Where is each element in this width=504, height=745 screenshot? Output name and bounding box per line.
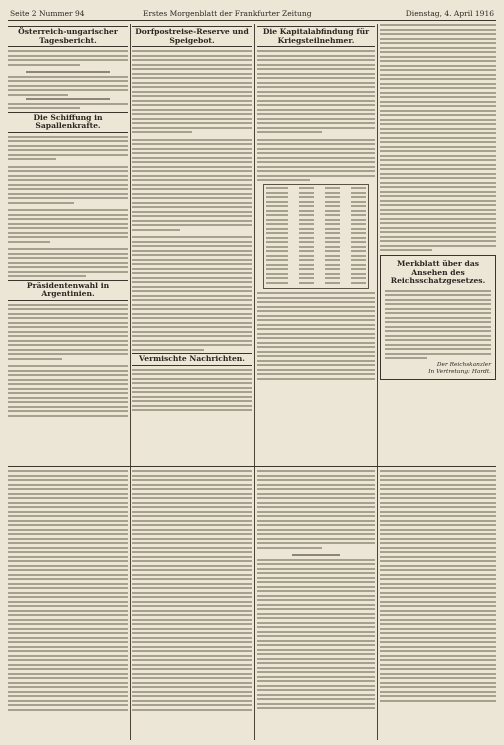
article-body — [132, 50, 252, 351]
newspaper-title: Erstes Morgenblatt der Frankfurter Zeitung — [143, 9, 312, 18]
article-heading: Die Schiffung in Sapallenkrafte. — [8, 112, 128, 133]
feuilleton-column-4 — [380, 470, 496, 740]
column-rule — [377, 24, 378, 740]
data-table — [263, 184, 369, 289]
feuilleton-column-2 — [132, 470, 252, 740]
article-body — [380, 24, 496, 251]
notice-body — [385, 290, 491, 360]
article-heading: Präsidentenwahl in Argentinien. — [8, 280, 128, 301]
signature-name: In Vertretung: Hardt. — [428, 368, 491, 375]
feuilleton-column-1 — [8, 470, 128, 740]
signature-title: Der Reichskanzler — [436, 361, 491, 368]
page-number: Seite 2 Nummer 94 — [10, 9, 85, 18]
page-header — [8, 8, 496, 21]
article-body — [8, 136, 128, 278]
article-column-3 — [257, 24, 375, 464]
article-heading: Österreich-ungarischer Tagesbericht. — [8, 26, 128, 47]
feuilleton-column-3 — [257, 470, 375, 740]
official-notice — [380, 255, 496, 380]
article-heading: Vermischte Nachrichten. — [132, 353, 252, 366]
column-rule — [130, 24, 131, 740]
article-column-4 — [380, 24, 496, 464]
article-body — [8, 304, 128, 417]
article-body — [257, 50, 375, 181]
notice-heading: Merkblatt über das Ansehen des Reichsschatzgesetzes. — [390, 259, 486, 285]
article-body — [132, 369, 252, 412]
article-column-2 — [132, 24, 252, 464]
section-rule — [8, 466, 496, 467]
article-body — [257, 292, 375, 380]
column-rule — [254, 24, 255, 740]
issue-date: Dienstag, 4. April 1916 — [405, 9, 494, 18]
article-column-1 — [8, 24, 128, 464]
article-body — [8, 50, 128, 109]
article-heading: Die Kapitalabfindung für Kriegsteilnehmer. — [257, 26, 375, 47]
article-heading: Dorfpostreise-Reserve und Speigebot. — [132, 26, 252, 47]
